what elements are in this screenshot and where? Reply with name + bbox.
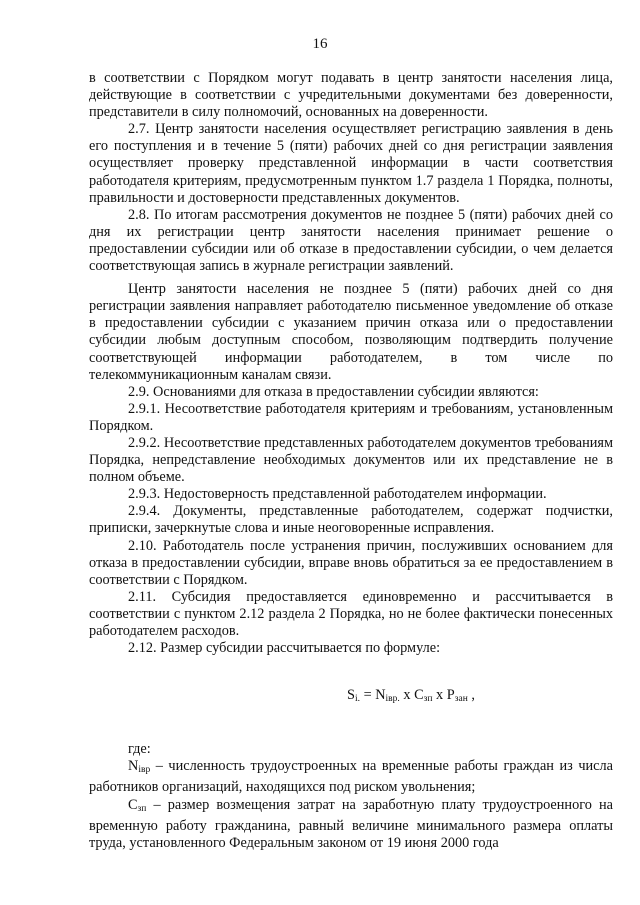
definition-n	[89, 758, 613, 796]
paragraph-notification: Центр занятости населения не позднее 5 (пяти) рабочих дней со дня регистрации заявления направляет работодателю письменное уведомление об отказе в предоставлении субсидии с указанием причин отказа или о предоставлении субсидии любым доступным способом, позволяющим подтвердить получение соответствующей информации работодателем, в том числе по телекоммуникационным каналам связи.	[89, 281, 613, 383]
paragraph-2-9-1: 2.9.1. Несоответствие работодателя критериям и требованиям, установленным Порядком.	[89, 400, 613, 434]
formula-x-p: х P	[432, 687, 455, 704]
formula-n-sub: iвр.	[385, 694, 400, 705]
where-label: где:	[128, 741, 151, 758]
definition-n-sub: iвр	[138, 765, 151, 776]
formula-s: S	[347, 687, 355, 704]
formula-x-c: х C	[399, 687, 424, 704]
document-body	[89, 70, 613, 852]
paragraph-2-8: 2.8. По итогам рассмотрения документов не позднее 5 (пяти) рабочих дней со дня их регистрации центр занятости населения принимает решение о предоставлении субсидии или об отказе в предоставлении субсидии, о чем делается соответствующая запись в журнале регистрации заявлений.	[89, 206, 613, 275]
page-number: 16	[312, 36, 328, 52]
paragraph-continuation: в соответствии с Порядком могут подавать в центр занятости населения лица, действующие в соответствии с учредительными документами без доверенности, представители в силу полномочий, основанных на доверенности.	[89, 70, 613, 121]
formula-c-sub: зп	[423, 694, 433, 705]
paragraph-2-10: 2.10. Работодатель после устранения причин, послуживших основанием для отказа в предоставлении субсидии, вправе вновь обратиться за ее предоставлением в соответствии с Порядком.	[89, 537, 613, 588]
paragraph-2-9-4: 2.9.4. Документы, представленные работодателем, содержат подчистки, приписки, зачеркнутые слова и иные неоговоренные исправления.	[89, 503, 613, 537]
paragraph-2-9: 2.9. Основаниями для отказа в предоставлении субсидии являются:	[128, 383, 539, 400]
paragraph-2-11: 2.11. Субсидия предоставляется единовременно и рассчитывается в соответствии с пунктом 2.12 раздела 2 Порядка, но не более фактически понесенных работодателем расходов.	[89, 588, 613, 639]
formula-eq-n: = N	[360, 687, 386, 704]
formula-tail: ,	[467, 687, 475, 704]
formula-s-sub: i.	[354, 694, 360, 705]
paragraph-2-7: 2.7. Центр занятости населения осуществляет регистрацию заявления в день его поступления и в течение 5 (пяти) рабочих дней со дня регистрации заявления осуществляет проверку представленной информации в части соответствия работодателя критериям, предусмотренным пунктом 1.7 раздела 1 Порядка, полноты, правильности и достоверности представленных документов.	[89, 121, 613, 206]
formula-p-sub: зан	[454, 694, 468, 705]
paragraph-2-9-3: 2.9.3. Недостоверность представленной работодателем информации.	[128, 486, 547, 503]
definition-n-text: – численность трудоустроенных на временные работы граждан из числа работников организаций, находящихся под риском увольнения;	[89, 758, 613, 796]
definition-c-symbol: C	[128, 796, 138, 813]
definition-c-text: – размер возмещения затрат на заработную плату трудоустроенного на временную работу гражданина, равный величине минимального размера оплаты труда, установленного Федеральным законом от 19 июня 2000 года	[89, 796, 613, 851]
definition-n-symbol: N	[128, 758, 139, 775]
definition-c	[89, 797, 613, 852]
paragraph-2-12: 2.12. Размер субсидии рассчитывается по формуле:	[128, 640, 441, 657]
paragraph-2-9-2: 2.9.2. Несоответствие представленных работодателем документов требованиям Порядка, непредставление необходимых документов или их представление не в полном объеме.	[89, 434, 613, 486]
subsidy-formula	[89, 687, 613, 708]
definition-c-sub: зп	[137, 803, 147, 814]
